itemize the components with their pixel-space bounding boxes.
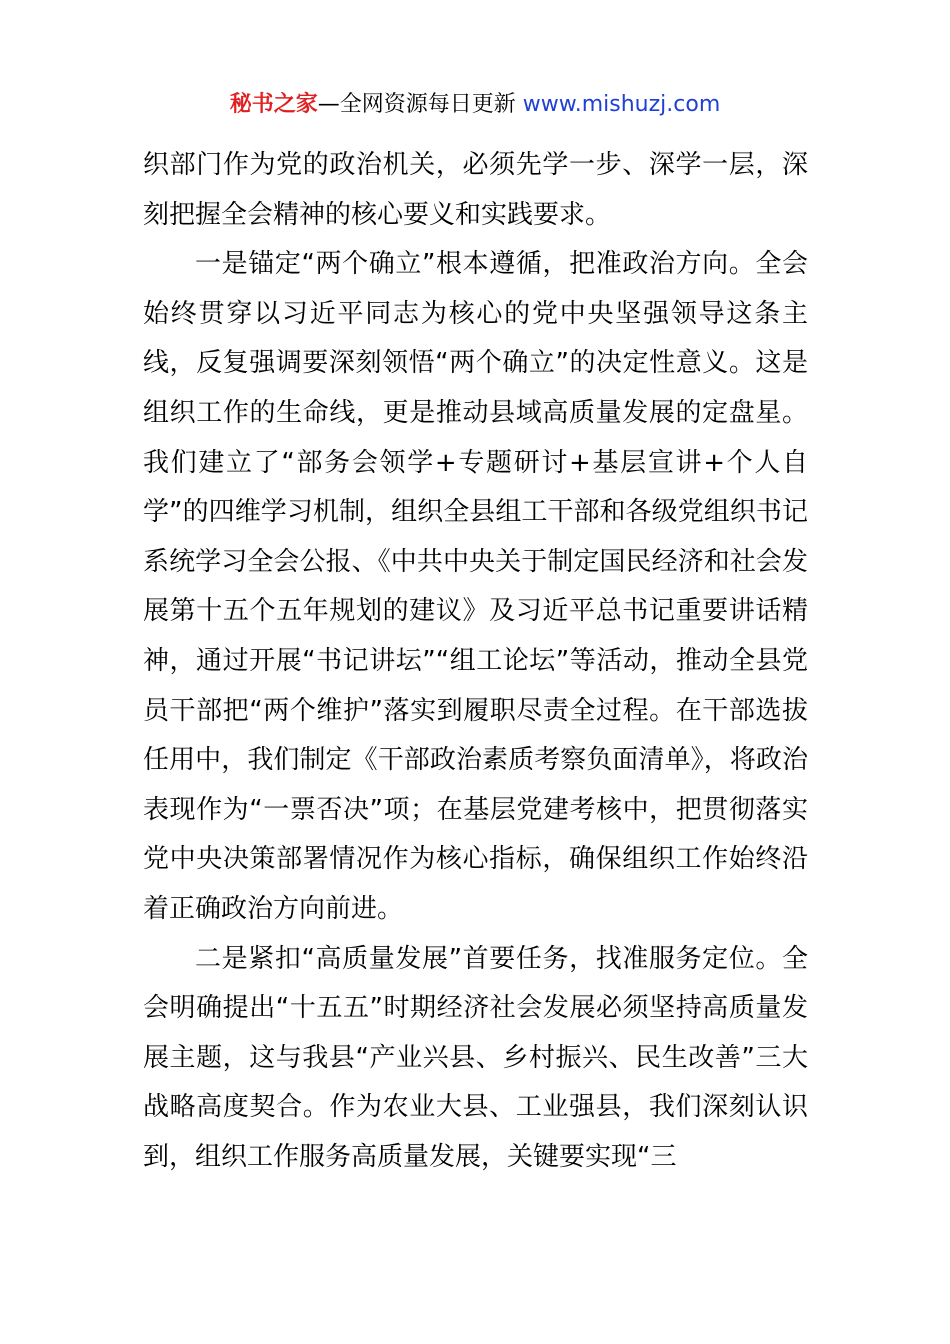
document-body — [143, 141, 808, 1182]
header-brand: 秘书之家 — [229, 92, 318, 117]
paragraph-second-point: 二是紧扣“高质量发展”首要任务，找准服务定位。全会明确提出“十五五”时期经济社会发展必须坚持高质量发展主题，这与我县“产业兴县、乡村振兴、民生改善”三大战略高度契合。作为农业大县、工业强县，我们深刻认识到，组织工作服务高质量发展，关键要实现“三 — [143, 943, 808, 1172]
page-header — [0, 90, 950, 120]
header-url-link[interactable]: www.mishuzj.com — [522, 92, 721, 117]
header-slogan: —全网资源每日更新 — [317, 92, 523, 117]
paragraph-continuation: 织部门作为党的政治机关，必须先学一步、深学一层，深刻把握全会精神的核心要义和实践要求。 — [143, 150, 808, 230]
paragraph-first-point: 一是锚定“两个确立”根本遵循，把准政治方向。全会始终贯穿以习近平同志为核心的党中央坚强领导这条主线，反复强调要深刻领悟“两个确立”的决定性意义。这是组织工作的生命线，更是推动县域高质量发展的定盘星。我们建立了“部务会领学+专题研讨+基层宣讲+个人自学”的四维学习机制，组织全县组工干部和各级党组织书记系统学习全会公报、《中共中央关于制定国民经济和社会发展第十五个五年规划的建议》及习近平总书记重要讲话精神，通过开展“书记讲坛”“组工论坛”等活动，推动全县党员干部把“两个维护”落实到履职尽责全过程。在干部选拔任用中，我们制定《干部政治素质考察负面清单》，将政治表现作为“一票否决”项；在基层党建考核中，把贯彻落实党中央决策部署情况作为核心指标，确保组织工作始终沿着正确政治方向前进。 — [143, 249, 808, 924]
